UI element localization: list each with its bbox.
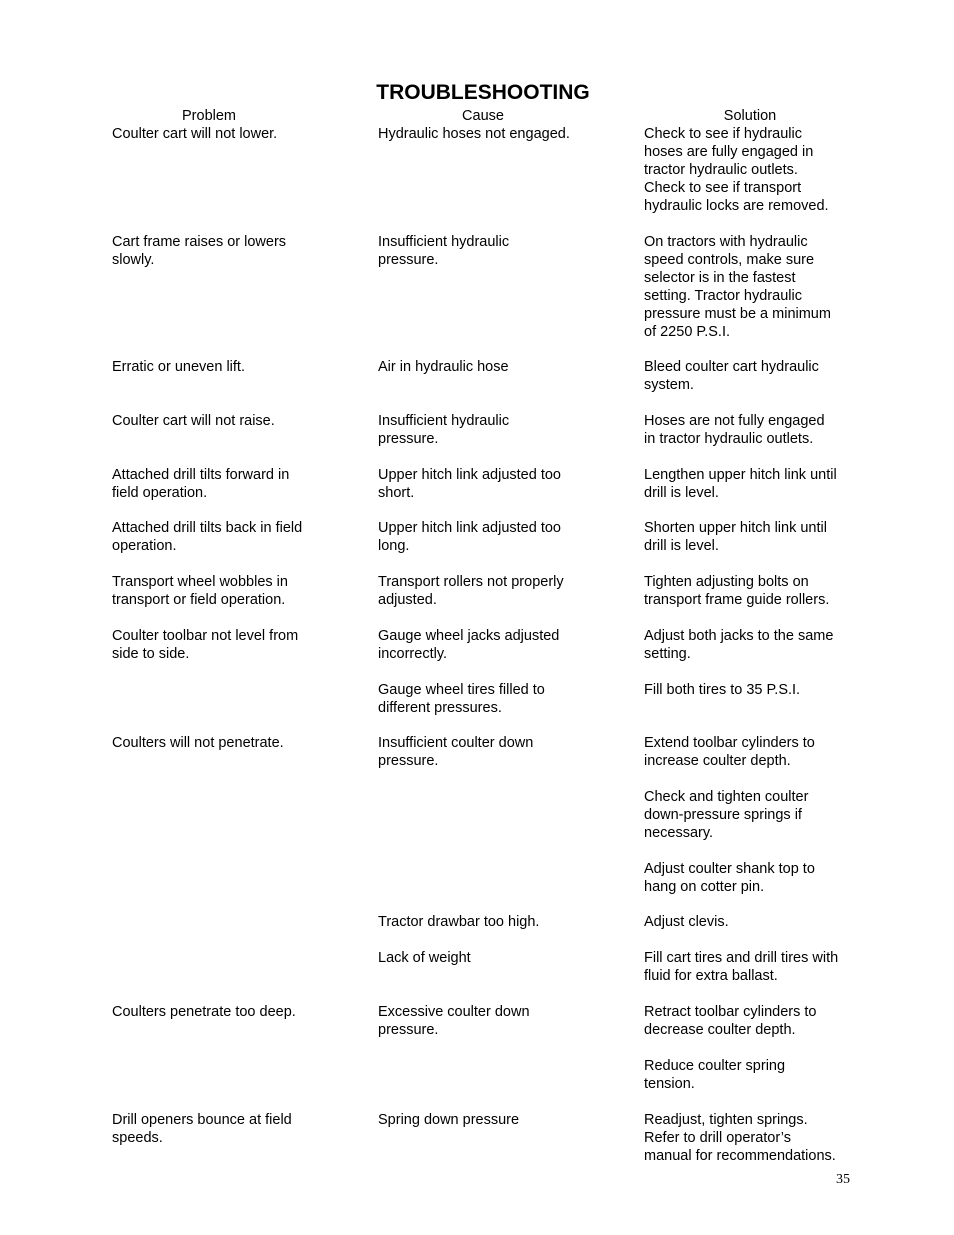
solution-cell: Bleed coulter cart hydraulic system. xyxy=(644,359,819,393)
solution-cell: Lengthen upper hitch link until drill is level. xyxy=(644,467,837,501)
cause-cell: Insufficient coulter down pressure. xyxy=(378,735,534,769)
solution-cell: Adjust clevis. xyxy=(644,914,729,930)
page-number: 35 xyxy=(836,1172,850,1187)
cause-cell: Upper hitch link adjusted too long. xyxy=(378,520,561,554)
problem-cell: Coulter cart will not lower. xyxy=(112,126,278,142)
solution-cell: On tractors with hydraulic speed controls, make sure selector is in the fastest setting. Tractor hydraulic pressure must be a minimum of 2250 P.S.I. xyxy=(644,234,831,340)
cause-cell: Air in hydraulic hose xyxy=(378,359,509,375)
problem-cell: Coulter cart will not raise. xyxy=(112,413,275,429)
cause-cell: Lack of weight xyxy=(378,950,471,966)
column-header-cause: Cause xyxy=(462,108,504,124)
problem-cell: Coulters will not penetrate. xyxy=(112,735,284,751)
cause-cell: Spring down pressure xyxy=(378,1112,520,1128)
cause-cell: Transport rollers not properly adjusted. xyxy=(378,574,564,608)
solution-cell: Extend toolbar cylinders to increase coulter depth. xyxy=(644,735,815,769)
cause-cell: Insufficient hydraulic pressure. xyxy=(378,413,510,447)
problem-cell: Coulter toolbar not level from side to side. xyxy=(112,628,299,662)
solution-cell: Fill cart tires and drill tires with fluid for extra ballast. xyxy=(644,950,839,984)
solution-cell: Adjust coulter shank top to hang on cotter pin. xyxy=(644,861,815,895)
cause-cell: Tractor drawbar too high. xyxy=(378,914,540,930)
solution-cell: Adjust both jacks to the same setting. xyxy=(644,628,834,662)
solution-cell: Readjust, tighten springs. Refer to drill operator’s manual for recommendations. xyxy=(644,1112,836,1164)
problem-cell: Drill openers bounce at field speeds. xyxy=(112,1112,292,1146)
problem-cell: Erratic or uneven lift. xyxy=(112,359,245,375)
solution-cell: Tighten adjusting bolts on transport frame guide rollers. xyxy=(644,574,830,608)
solution-cell: Check to see if hydraulic hoses are fully engaged in tractor hydraulic outlets. Check to see if transport hydraulic locks are removed. xyxy=(644,126,829,214)
cause-cell: Hydraulic hoses not engaged. xyxy=(378,126,570,142)
cause-cell: Upper hitch link adjusted too short. xyxy=(378,467,561,501)
problem-cell: Attached drill tilts back in field operation. xyxy=(112,520,303,554)
cause-cell: Insufficient hydraulic pressure. xyxy=(378,234,510,268)
solution-cell: Reduce coulter spring tension. xyxy=(644,1058,786,1092)
solution-cell: Retract toolbar cylinders to decrease coulter depth. xyxy=(644,1004,817,1038)
problem-cell: Cart frame raises or lowers slowly. xyxy=(112,234,287,268)
problem-cell: Transport wheel wobbles in transport or field operation. xyxy=(112,574,288,608)
problem-cell: Coulters penetrate too deep. xyxy=(112,1004,296,1020)
column-header-problem: Problem xyxy=(182,108,236,124)
column-header-solution: Solution xyxy=(723,108,777,124)
solution-cell: Shorten upper hitch link until drill is level. xyxy=(644,520,827,554)
cause-cell: Excessive coulter down pressure. xyxy=(378,1004,530,1038)
cause-cell: Gauge wheel jacks adjusted incorrectly. xyxy=(378,628,560,662)
solution-cell: Check and tighten coulter down-pressure springs if necessary. xyxy=(644,789,809,841)
solution-cell: Hoses are not fully engaged in tractor hydraulic outlets. xyxy=(644,413,825,447)
solution-cell: Fill both tires to 35 P.S.I. xyxy=(644,682,801,698)
cause-cell: Gauge wheel tires filled to different pressures. xyxy=(378,682,545,716)
problem-cell: Attached drill tilts forward in field operation. xyxy=(112,467,290,501)
page-title: TROUBLESHOOTING xyxy=(376,81,590,104)
